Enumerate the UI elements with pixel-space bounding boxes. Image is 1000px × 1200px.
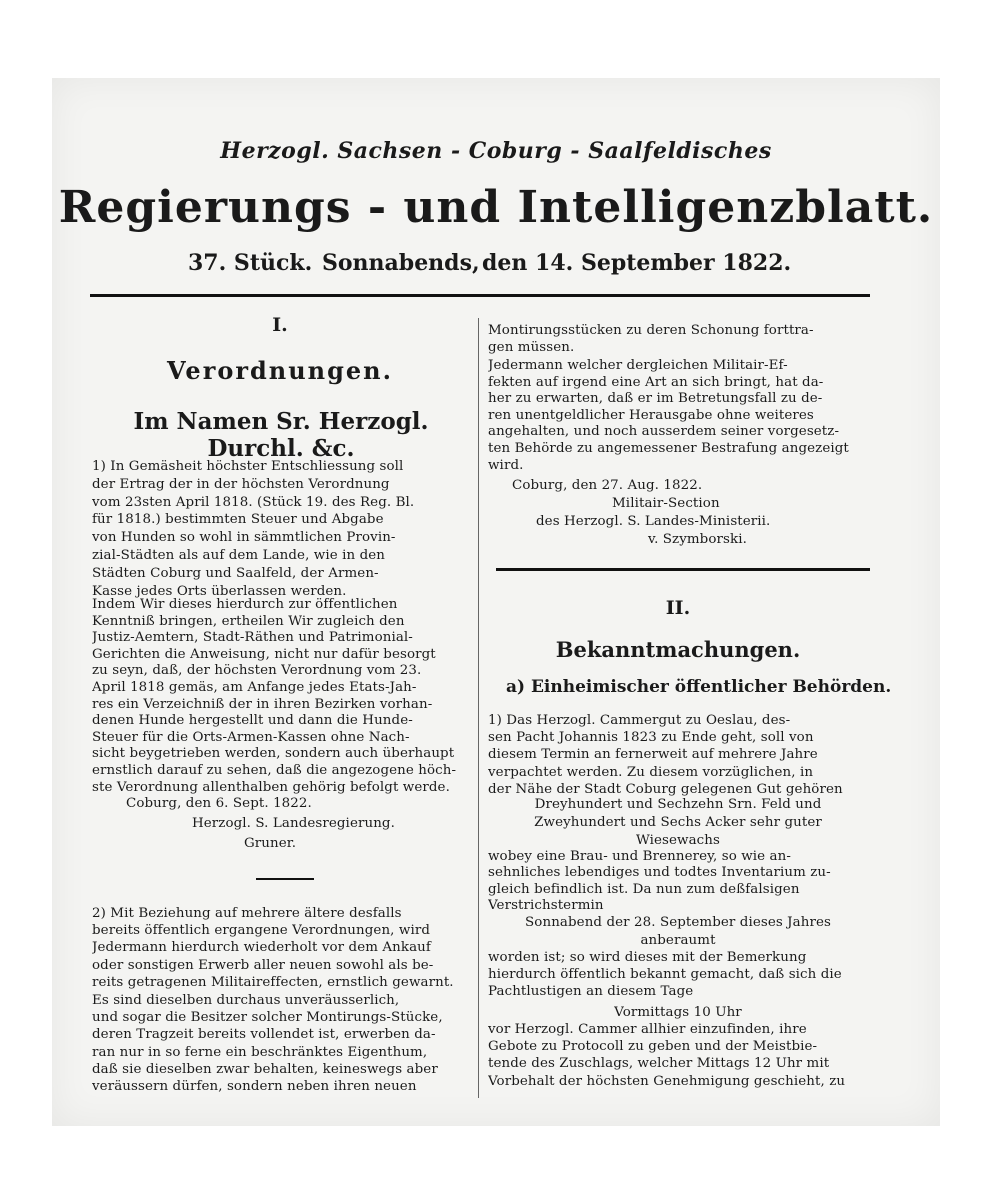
text-line: hierdurch öffentlich bekannt gemacht, daß sich die	[488, 967, 842, 983]
text-line: denen Hunde hergestellt und dann die Hunde-	[92, 713, 413, 729]
right-centered-6: Vormittags 10 Uhr	[614, 1005, 742, 1020]
text-line: Gerichten die Anweisung, nicht nur dafür besorgt	[92, 646, 436, 662]
text-line: Es sind dieselben durchaus unveräusserlich,	[92, 993, 400, 1008]
text-line: fekten auf irgend eine Art an sich bringt, hat da-	[488, 374, 824, 390]
text-line: diesem Termin an fernerweit auf mehrere Jahre	[488, 747, 818, 763]
right-centered-5: anberaumt	[640, 933, 716, 948]
text-line: vor Herzogl. Cammer allhier einzufinden, ihre	[488, 1022, 807, 1037]
text-line: Justiz-Aemtern, Stadt-Räthen und Patrimonial-	[92, 630, 413, 646]
text-line: 1) In Gemäsheit höchster Entschliessung soll	[92, 459, 404, 474]
header-rule	[90, 294, 870, 297]
issue-date: den 14. September 1822.	[482, 250, 792, 276]
masthead-title: Regierungs - und Intelligenzblatt.	[58, 182, 934, 233]
left-sign-authority: Herzogl. S. Landesregierung.	[192, 816, 395, 831]
text-line: angehalten, und noch ausserdem seiner vorgesetz-	[488, 424, 840, 440]
right-sign-place: Coburg, den 27. Aug. 1822.	[512, 478, 703, 493]
text-line: der Ertrag der in der höchsten Verordnung	[92, 476, 390, 492]
issue-number: 37. Stück.	[188, 250, 313, 276]
text-line: ran nur in so ferne ein beschränktes Eigenthum,	[92, 1044, 428, 1060]
text-line: Steuer für die Orts-Armen-Kassen ohne Nach-	[92, 729, 410, 745]
text-line: sen Pacht Johannis 1823 zu Ende geht, soll von	[488, 730, 814, 746]
text-line: her zu erwarten, daß er im Betretungsfall zu de-	[488, 391, 823, 407]
text-line: oder sonstigen Erwerb aller neuen sowohl als be-	[92, 957, 434, 973]
right-section-rule	[496, 568, 870, 571]
text-line: deren Tragzeit bereits vollendet ist, erwerben da-	[92, 1027, 436, 1043]
text-line: Verstrichstermin	[488, 898, 604, 914]
left-section-number: I.	[272, 314, 288, 336]
column-divider	[478, 318, 479, 1098]
text-line: zial-Städten als auf dem Lande, wie in den	[92, 548, 386, 563]
text-line: res ein Verzeichniß der in ihren Bezirken vorhan-	[92, 696, 433, 712]
text-line: vom 23sten April 1818. (Stück 19. des Reg. Bl.	[92, 494, 415, 510]
right-centered-4: Sonnabend der 28. September dieses Jahres	[525, 915, 831, 930]
right-sign-section: Militair-Section	[612, 496, 720, 511]
left-sign-place: Coburg, den 6. Sept. 1822.	[126, 796, 312, 811]
text-line: gen müssen.	[488, 340, 575, 356]
text-line: wobey eine Brau- und Brennerey, so wie an-	[488, 849, 791, 864]
text-line: ernstlich darauf zu sehen, daß die angezogene höch-	[92, 763, 457, 778]
text-line: verpachtet werden. Zu diesem vorzüglichen, in	[488, 764, 814, 780]
text-line: sicht beygetrieben werden, sondern auch überhaupt	[92, 746, 455, 762]
text-line: Städten Coburg und Saalfeld, der Armen-	[92, 565, 379, 581]
right-centered-3: Wiesewachs	[636, 833, 720, 848]
text-line: für 1818.) bestimmten Steuer und Abgabe	[92, 512, 384, 528]
text-line: daß sie dieselben zwar behalten, keineswegs aber	[92, 1061, 438, 1077]
left-sign-name: Gruner.	[244, 836, 297, 851]
text-line: reits getragenen Militaireffecten, ernstlich gewarnt.	[92, 974, 454, 990]
text-line: Kenntniß bringen, ertheilen Wir zugleich den	[92, 613, 405, 629]
text-line: wird.	[488, 457, 524, 473]
text-line: gleich befindlich ist. Da nun zum deßfalsigen	[488, 881, 800, 897]
text-line: Montirungsstücken zu deren Schonung forttra-	[488, 323, 814, 338]
left-subtitle: Im Namen Sr. Herzogl. Durchl. &c.	[133, 408, 429, 462]
right-sign-ministry: des Herzogl. S. Landes-Ministerii.	[536, 514, 771, 529]
text-line: Kasse jedes Orts überlassen werden.	[92, 583, 347, 599]
text-line: ten Behörde zu angemessener Bestrafung angezeigt	[488, 441, 849, 456]
text-line: ste Verordnung allenthalben gehörig befolgt werde.	[92, 779, 450, 795]
text-line: April 1818 gemäs, am Anfange jedes Etats-Jah-	[92, 680, 417, 695]
left-short-rule	[256, 878, 314, 880]
text-line: tende des Zuschlags, welcher Mittags 12 Uhr mit	[488, 1056, 830, 1072]
issue-weekday: Sonnabends,	[322, 250, 480, 276]
text-line: 2) Mit Beziehung auf mehrere ältere desfalls	[92, 906, 402, 921]
text-line: zu seyn, daß, der höchsten Verordnung vom 23.	[92, 663, 422, 679]
text-line: Jedermann hierdurch wiederholt vor dem Ankauf	[92, 940, 431, 956]
text-line: worden ist; so wird dieses mit der Bemerkung	[488, 950, 807, 965]
right-sign-name: v. Szymborski.	[648, 532, 747, 547]
text-line: Vorbehalt der höchsten Genehmigung geschieht, zu	[488, 1073, 846, 1089]
right-section-number: II.	[665, 597, 691, 619]
left-section-title: Verordnungen.	[167, 356, 393, 385]
text-line: 1) Das Herzogl. Cammergut zu Oeslau, des-	[488, 713, 791, 728]
text-line: von Hunden so wohl in sämmtlichen Provin-	[92, 530, 396, 546]
right-centered-2: Zweyhundert und Sechs Acker sehr guter	[534, 815, 822, 830]
text-line: veräussern dürfen, sondern neben ihren neuen	[92, 1079, 417, 1094]
right-section-title: Bekanntmachungen.	[555, 637, 801, 662]
text-line: ren unentgeldlicher Herausgabe ohne weiteres	[488, 407, 814, 423]
text-line: Gebote zu Protocoll zu geben und der Meistbie-	[488, 1039, 818, 1055]
right-centered-1: Dreyhundert und Sechzehn Srn. Feld und	[534, 797, 822, 812]
text-line: sehnliches lebendiges und todtes Inventarium zu-	[488, 865, 831, 881]
right-subheading: a) Einheimischer öffentlicher Behörden.	[506, 677, 892, 697]
text-line: Jedermann welcher dergleichen Militair-Ef-	[488, 358, 788, 373]
text-line: und sogar die Besitzer solcher Montirungs-Stücke,	[92, 1010, 443, 1026]
header-line1: Herzogl. Sachsen - Coburg - Saalfeldisches	[220, 138, 772, 164]
text-line: bereits öffentlich ergangene Verordnungen, wird	[92, 923, 430, 939]
text-line: Indem Wir dieses hierdurch zur öffentlichen	[92, 597, 398, 612]
text-line: der Nähe der Stadt Coburg gelegenen Gut gehören	[488, 781, 843, 797]
text-line: Pachtlustigen an diesem Tage	[488, 984, 694, 1000]
